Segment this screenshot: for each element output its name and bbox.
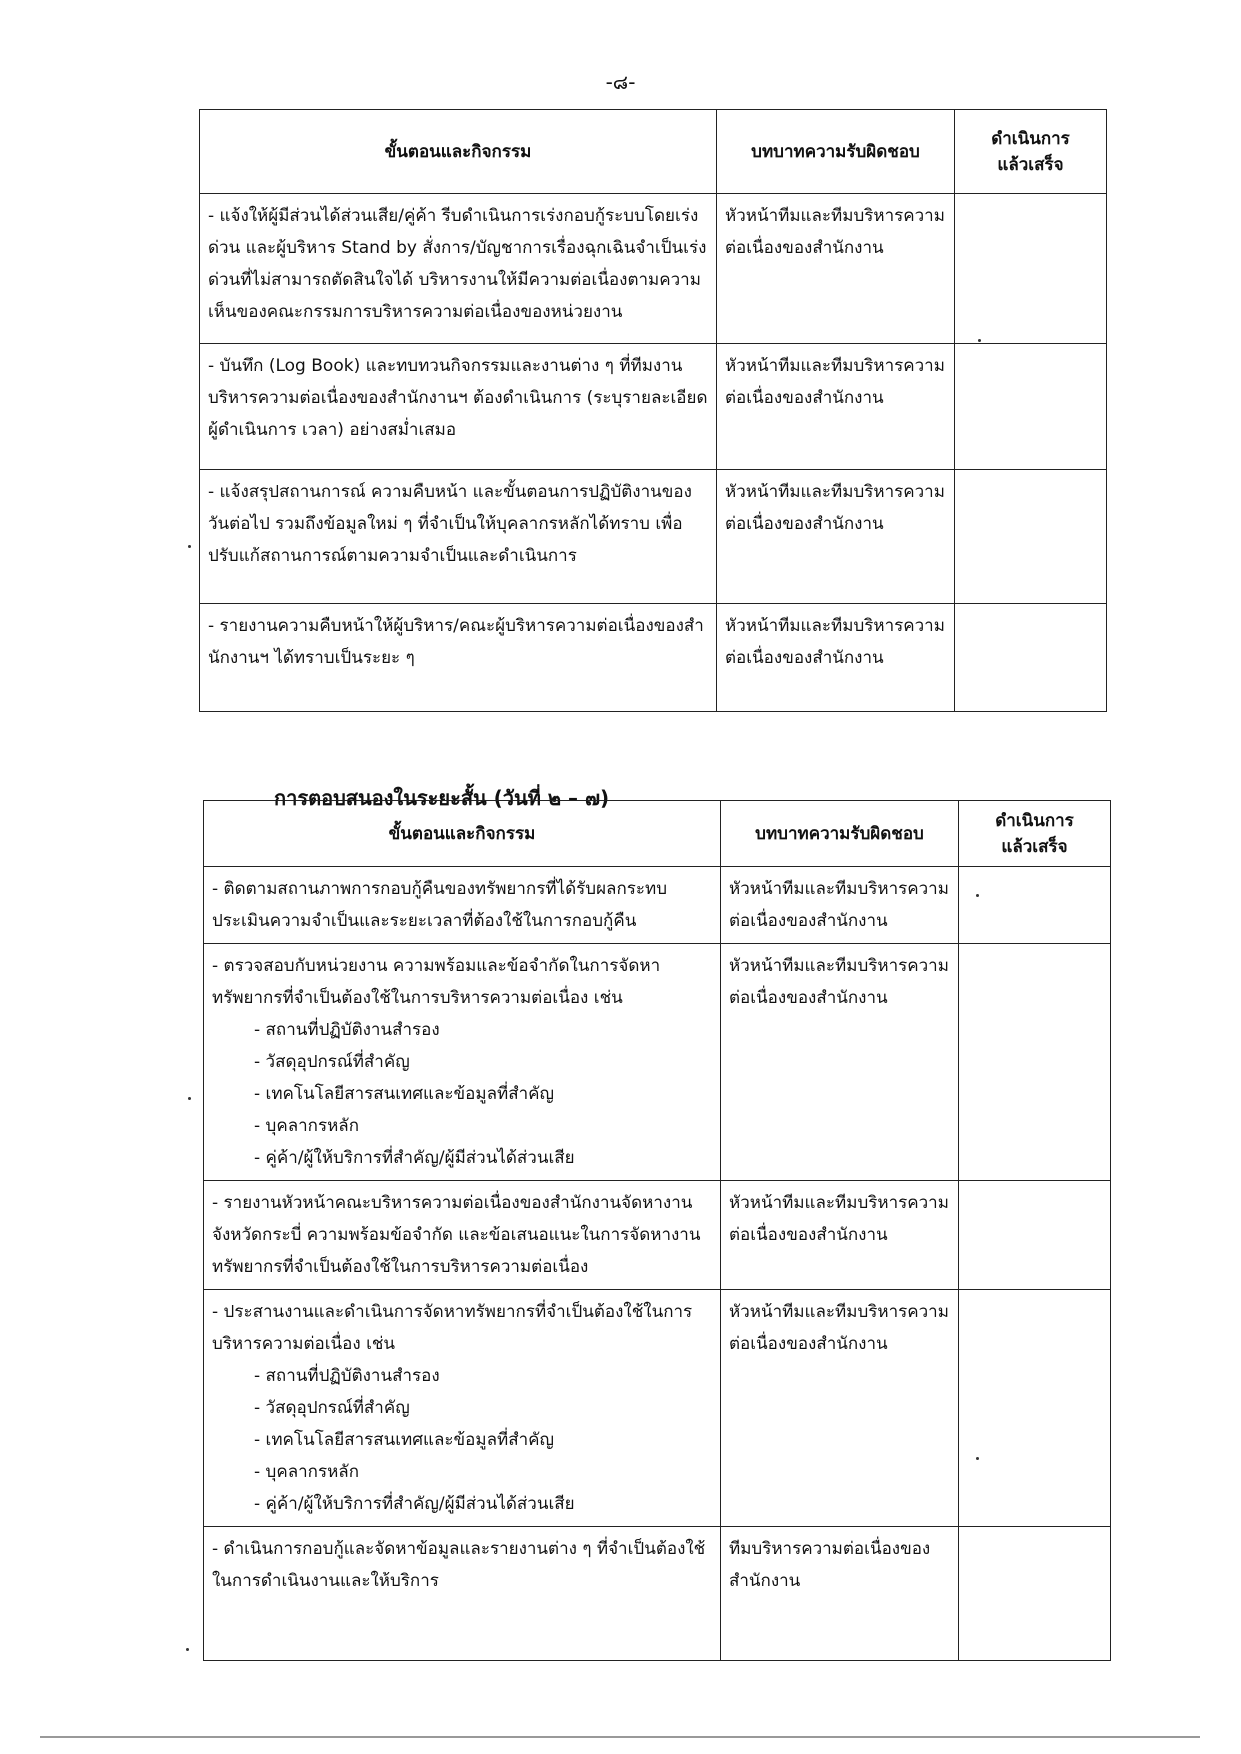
resource-list [212, 1360, 712, 1520]
table-row [200, 344, 1107, 470]
page-bottom-edge [40, 1736, 1200, 1738]
table-row [204, 1290, 1111, 1527]
done-cell [955, 470, 1107, 604]
activity-cell [204, 1290, 721, 1527]
list-item: - วัสดุอุปกรณ์ที่สำคัญ [254, 1052, 410, 1072]
responsibility-cell: หัวหน้าทีมและทีมบริหารความต่อเนื่องของสำนักงาน [717, 470, 955, 604]
scan-dot [186, 1648, 189, 1651]
activity-cell: - ดำเนินการกอบกู้และจัดหาข้อมูลและรายงานต่าง ๆ ที่จำเป็นต้องใช้ในการดำเนินงานและให้บริการ [204, 1527, 721, 1661]
activity-text: - ตรวจสอบกับหน่วยงาน ความพร้อมและข้อจำกัดในการจัดหาทรัพยากรที่จำเป็นต้องใช้ในการบริหารความต่อเนื่อง เช่น [212, 956, 661, 1008]
table-row [204, 944, 1111, 1181]
table-row [200, 194, 1107, 344]
table-row [204, 1527, 1111, 1661]
table-header-row [204, 801, 1111, 867]
header-done [955, 110, 1107, 194]
activity-cell: - รายงานหัวหน้าคณะบริหารความต่อเนื่องของสำนักงานจัดหางานจังหวัดกระบี่ ความพร้อมข้อจำกัด และข้อเสนอแนะในการจัดหางานทรัพยากรที่จำเป็นต้องใช้ในการบริหารความต่อเนื่อง [204, 1181, 721, 1290]
scan-dot [188, 545, 191, 548]
header-activity: ขั้นตอนและกิจกรรม [200, 110, 717, 194]
header-responsibility: บทบาทความรับผิดชอบ [721, 801, 959, 867]
done-cell [959, 1181, 1111, 1290]
responsibility-cell: หัวหน้าทีมและทีมบริหารความต่อเนื่องของสำนักงาน [721, 944, 959, 1181]
done-cell [955, 344, 1107, 470]
list-item: - คู่ค้า/ผู้ให้บริการที่สำคัญ/ผู้มีส่วนได้ส่วนเสีย [254, 1148, 575, 1168]
activity-cell [204, 944, 721, 1181]
responsibility-cell: หัวหน้าทีมและทีมบริหารความต่อเนื่องของสำนักงาน [717, 344, 955, 470]
activity-cell: - แจ้งสรุปสถานการณ์ ความคืบหน้า และขั้นตอนการปฏิบัติงานของวันต่อไป รวมถึงข้อมูลใหม่ ๆ ที่จำเป็นให้บุคลากรหลักได้ทราบ เพื่อปรับแก้สถานการณ์ตามความจำเป็นและดำเนินการ [200, 470, 717, 604]
activity-cell: - รายงานความคืบหน้าให้ผู้บริหาร/คณะผู้บริหารความต่อเนื่องของสำนักงานฯ ได้ทราบเป็นระยะ ๆ [200, 604, 717, 712]
list-item: - วัสดุอุปกรณ์ที่สำคัญ [254, 1398, 410, 1418]
done-cell [959, 867, 1111, 944]
table-row [200, 470, 1107, 604]
table-row [200, 604, 1107, 712]
section-title: การตอบสนองในระยะสั้น (วันที่ ๒ – ๗) [274, 786, 610, 810]
header-done-line1: ดำเนินการ [995, 810, 1074, 831]
header-done-line2: แล้วเสร็จ [1001, 836, 1068, 857]
header-done-line1: ดำเนินการ [991, 128, 1070, 149]
list-item: - บุคลากรหลัก [254, 1116, 360, 1136]
resource-list [212, 1014, 712, 1174]
table-header-row [200, 110, 1107, 194]
responsibility-cell: หัวหน้าทีมและทีมบริหารความต่อเนื่องของสำนักงาน [721, 867, 959, 944]
responsibility-cell: หัวหน้าทีมและทีมบริหารความต่อเนื่องของสำนักงาน [717, 194, 955, 344]
list-item: - เทคโนโลยีสารสนเทศและข้อมูลที่สำคัญ [254, 1430, 554, 1450]
activity-cell: - ติดตามสถานภาพการกอบกู้คืนของทรัพยากรที่ได้รับผลกระทบประเมินความจำเป็นและระยะเวลาที่ต้องใช้ในการกอบกู้คืน [204, 867, 721, 944]
activity-cell: - บันทึก (Log Book) และทบทวนกิจกรรมและงานต่าง ๆ ที่ทีมงานบริหารความต่อเนื่องของสำนักงานฯ ต้องดำเนินการ (ระบุรายละเอียดผู้ดำเนินการ เวลา) อย่างสม่ำเสมอ [200, 344, 717, 470]
responsibility-cell: หัวหน้าทีมและทีมบริหารความต่อเนื่องของสำนักงาน [721, 1181, 959, 1290]
header-activity: ขั้นตอนและกิจกรรม [204, 801, 721, 867]
activity-table-2 [203, 800, 1111, 1661]
activity-cell: - แจ้งให้ผู้มีส่วนได้ส่วนเสีย/คู่ค้า รีบดำเนินการเร่งกอบกู้ระบบโดยเร่งด่วน และผู้บริหาร Stand by สั่งการ/บัญชาการเรื่องฉุกเฉินจำเป็นเร่งด่วนที่ไม่สามารถตัดสินใจได้ บริหารงานให้มีความต่อเนื่องตามความเห็นของคณะกรรมการบริหารความต่อเนื่องของหน่วยงาน [200, 194, 717, 344]
page-number: -๘- [605, 70, 636, 94]
done-cell [959, 1290, 1111, 1527]
done-cell [959, 944, 1111, 1181]
responsibility-cell: ทีมบริหารความต่อเนื่องของสำนักงาน [721, 1527, 959, 1661]
responsibility-cell: หัวหน้าทีมและทีมบริหารความต่อเนื่องของสำนักงาน [721, 1290, 959, 1527]
header-done [959, 801, 1111, 867]
list-item: - สถานที่ปฏิบัติงานสำรอง [254, 1020, 440, 1040]
list-item: - เทคโนโลยีสารสนเทศและข้อมูลที่สำคัญ [254, 1084, 554, 1104]
list-item: - คู่ค้า/ผู้ให้บริการที่สำคัญ/ผู้มีส่วนได้ส่วนเสีย [254, 1494, 575, 1514]
header-responsibility: บทบาทความรับผิดชอบ [717, 110, 955, 194]
scan-dot [976, 894, 979, 897]
list-item: - สถานที่ปฏิบัติงานสำรอง [254, 1366, 440, 1386]
done-cell [955, 604, 1107, 712]
done-cell [955, 194, 1107, 344]
activity-table-1 [199, 109, 1107, 712]
list-item: - บุคลากรหลัก [254, 1462, 360, 1482]
scan-dot [976, 1457, 979, 1460]
table-row [204, 1181, 1111, 1290]
table-row [204, 867, 1111, 944]
activity-text: - ประสานงานและดำเนินการจัดหาทรัพยากรที่จำเป็นต้องใช้ในการบริหารความต่อเนื่อง เช่น [212, 1302, 693, 1354]
responsibility-cell: หัวหน้าทีมและทีมบริหารความต่อเนื่องของสำนักงาน [717, 604, 955, 712]
header-done-line2: แล้วเสร็จ [997, 154, 1064, 175]
done-cell [959, 1527, 1111, 1661]
scan-dot [978, 339, 981, 342]
scan-dot [188, 1097, 191, 1100]
